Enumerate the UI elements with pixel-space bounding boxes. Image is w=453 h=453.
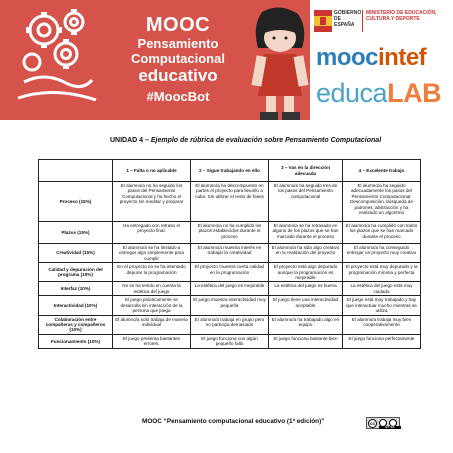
header-banner — [0, 0, 453, 120]
column-header: 1 – Falta o no aplicable — [113, 160, 191, 182]
educalab-part-1: educa — [316, 78, 388, 108]
table-cell: El alumno/a solo trabaja de manera individual — [113, 315, 191, 334]
cc-icon: cc — [369, 421, 375, 426]
table-cell: El alumno/a trabaja en grupo pero no participa demasiado — [191, 315, 269, 334]
table-cell: El alumno/a ha sido algo creativo en la realización del proyecto — [269, 244, 343, 263]
table-cell: El alumno/a ha seguido tres de los pasos del Pensamiento computacional — [269, 182, 343, 222]
criterion-cell: Proceso (15%) — [39, 182, 113, 222]
educalab-part-2: LAB — [387, 78, 442, 108]
table-cell: El alumno/a se ha retrasado en alguno de los plazos que se han marcado durante el proceso — [269, 222, 343, 244]
rubric-table — [38, 159, 421, 349]
moocintef-part-1: mooc — [316, 44, 379, 71]
rubric-title: Ejemplo de rúbrica de evaluación sobre Pensamiento Computacional — [150, 137, 382, 144]
table-cell: El alumno/a muestra interés en trabajar la creatividad — [191, 244, 269, 263]
table-row — [39, 222, 421, 244]
table-cell: Ha entregado con retraso el proyecto final. — [113, 222, 191, 244]
title-line-1: Pensamiento — [137, 36, 219, 51]
unit-label: UNIDAD 4 – — [110, 137, 149, 144]
table-cell: El proyecto muestra cierta calidad en la programación — [191, 263, 269, 282]
moocintef-part-2: intef — [378, 44, 427, 71]
title-main: MOOC — [145, 14, 211, 36]
table-row — [39, 334, 421, 348]
table-cell: El alumno/a ha cumplido con todos los plazos que se han marcado durante el proceso — [343, 222, 421, 244]
table-cell: El juego tiene una interactividad aceptable — [269, 296, 343, 315]
table-cell: El juego está muy trabajado y hay que interactuar mucho mientras se utiliza — [343, 296, 421, 315]
table-cell: El juego muestra interactividad muy pequeña — [191, 296, 269, 315]
table-row — [39, 282, 421, 296]
moocintef-logo — [316, 44, 426, 72]
spain-coat-of-arms-icon — [314, 10, 332, 32]
table-cell: El juego funciona con algún pequeño fallo — [191, 334, 269, 348]
banner-logos-panel — [310, 0, 453, 120]
criterion-cell: Colaboración entre compañeras y compañeros (10%) — [39, 315, 113, 334]
column-header — [39, 160, 113, 182]
table-cell: El alumno/a no ha seguido los pasos del Pensamiento Computacional y ha hecho el proyecto sin meditar y preparar — [113, 182, 191, 222]
table-row — [39, 182, 421, 222]
title-line-3: educativo — [138, 66, 218, 85]
divider — [362, 10, 363, 32]
ministry-label: MINISTERIO DE EDUCACIÓN, CULTURA Y DEPORTE — [366, 10, 437, 22]
banner-red-panel — [0, 0, 310, 120]
table-cell: El juego prácticamente se desarrolla sin interacción de la persona que juega — [113, 296, 191, 315]
table-row — [39, 315, 421, 334]
table-cell: El alumno/a trabaja muy bien cooperativamente — [343, 315, 421, 334]
table-cell: El alumno/a se ha limitado a entregar algo simplemente para cumplir — [113, 244, 191, 263]
criterion-cell: Calidad y depuración del programa (15%) — [39, 263, 113, 282]
table-cell: El alumno/a ha trabajado algo en equipo — [269, 315, 343, 334]
table-cell: El proyecto está algo depurado aunque la programación es mejorable — [269, 263, 343, 282]
table-cell: No se ha tenido en cuenta la estética del juego — [113, 282, 191, 296]
criterion-cell: Interactividad (10%) — [39, 296, 113, 315]
license-label: BY SA — [379, 426, 401, 429]
table-cell: La estética del juego es buena — [269, 282, 343, 296]
criterion-cell: Interfaz (10%) — [39, 282, 113, 296]
educalab-logo — [316, 78, 441, 109]
column-header: 2 – Sigue trabajando en ello — [191, 160, 269, 182]
criterion-cell: Plazos (15%) — [39, 222, 113, 244]
table-cell: El alumno/a ha descompuesto en partes el proyecto para llevarlo a cabo. Sin utilizar el resto de fases — [191, 182, 269, 222]
column-header: 3 – Vas en la dirección adecuada — [269, 160, 343, 182]
government-label: GOBIERNO DE ESPAÑA — [334, 10, 362, 28]
column-header: 4 – Excelente trabajo — [343, 160, 421, 182]
cc-license-badge[interactable] — [366, 417, 400, 429]
table-row — [39, 296, 421, 315]
table-cell: El alumno/a ha conseguido entregar un proyecto muy creativo — [343, 244, 421, 263]
table-cell: El alumno/a ha seguido adecuadamente los pasos del Pensamiento Computacional: Descomposición, búsqueda de patrones, abstracción y ha realizado un algoritmo — [343, 182, 421, 222]
footer-course-name: MOOC “Pensamiento computacional educativo (1ª edición)” — [142, 418, 325, 425]
criterion-cell: Creatividad (15%) — [39, 244, 113, 263]
gears-robot-icon — [4, 2, 104, 112]
table-row — [39, 244, 421, 263]
table-cell: El proyecto está muy depurado y la programación mínima y perfecta — [343, 263, 421, 282]
table-cell: El juego funciona bastante bien — [269, 334, 343, 348]
table-cell: El juego funciona perfectamente — [343, 334, 421, 348]
course-title — [108, 14, 248, 105]
table-row — [39, 263, 421, 282]
table-cell: El alumno/a no ha cumplido los plazos establecidos durante el proceso — [191, 222, 269, 244]
title-line-2: Computacional — [131, 51, 225, 66]
document-title — [110, 137, 381, 144]
table-cell: El juego presenta bastantes errores. — [113, 334, 191, 348]
table-cell: La estética del juego está muy cuidada — [343, 282, 421, 296]
hashtag: #MoocBot — [146, 89, 210, 104]
government-logo — [314, 8, 450, 36]
table-cell: La estética del juego es mejorable — [191, 282, 269, 296]
criterion-cell: Funcionamiento (10%) — [39, 334, 113, 348]
table-header-row — [39, 160, 421, 182]
girl-illustration-icon — [240, 4, 310, 120]
table-cell: En el proyecto no se ha intentado depurar la programación — [113, 263, 191, 282]
